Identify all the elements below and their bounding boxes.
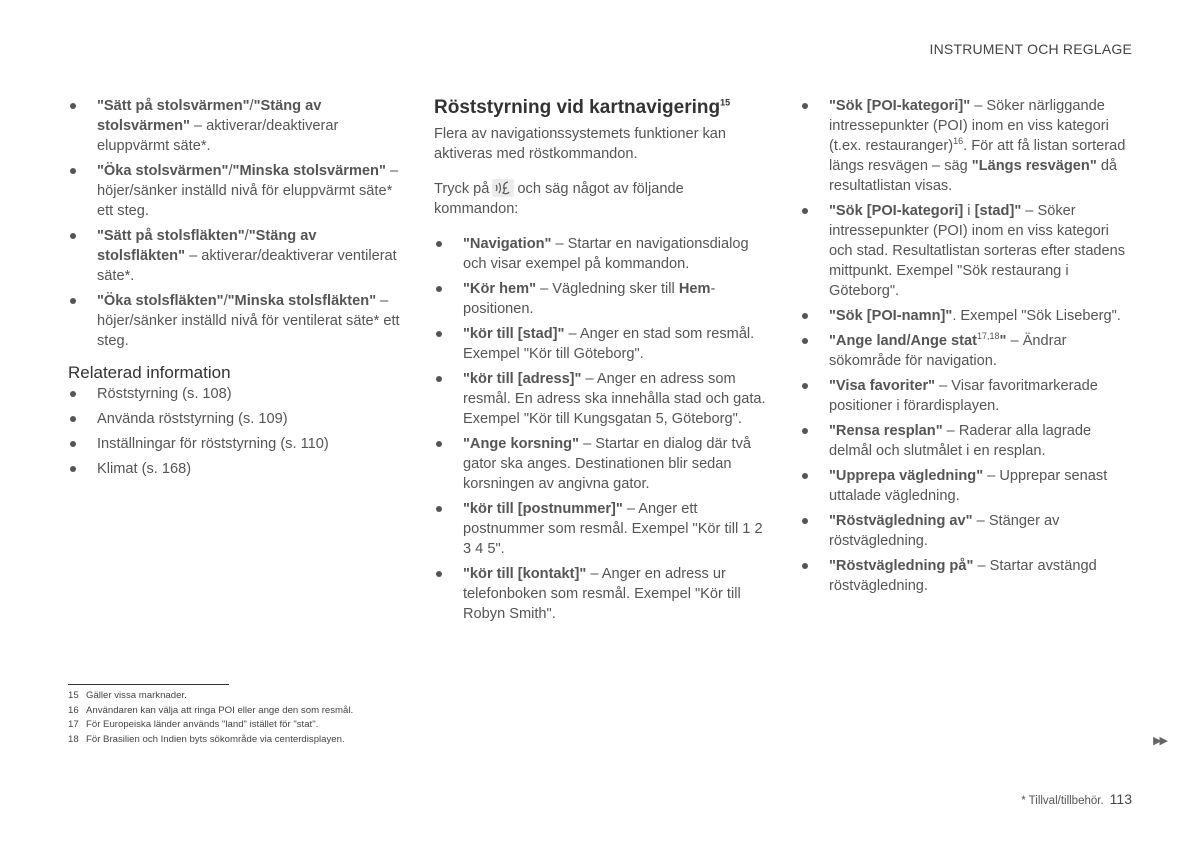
footnote-ref: 16	[953, 136, 964, 147]
command-desc: – Anger en adress som resmål. En adress ska innehålla stad och gata. Exempel "Kör till Kungsgatan 5, Göteborg".	[463, 371, 766, 427]
command-text: "Öka stolsvärmen"	[97, 163, 229, 179]
command-text: "Sätt på stolsvärmen"	[97, 98, 250, 114]
command-text: "Sök [POI-kategori]	[829, 203, 964, 219]
command-text: "Röstvägledning av"	[829, 513, 973, 529]
footnote-text: Användaren kan välja att ringa POI eller ange den som resmål.	[86, 704, 354, 716]
command-text: [stad]"	[974, 203, 1022, 219]
command-text: "Stäng av stolsfläkten"	[97, 228, 317, 264]
poi-command-list	[800, 96, 1132, 596]
list-item	[800, 201, 1132, 301]
related-link[interactable]: Inställningar för röststyrning (s. 110)	[68, 434, 400, 454]
list-item	[800, 96, 1132, 196]
instruction-text	[434, 179, 766, 219]
command-text: "Ange korsning"	[463, 436, 580, 452]
footnotes	[68, 689, 353, 747]
section-heading	[434, 96, 766, 120]
command-desc: . Exempel "Sök Liseberg".	[952, 308, 1121, 324]
footnote-text: För Europeiska länder används "land" istället för "stat".	[86, 719, 319, 730]
list-item	[434, 434, 766, 494]
command-text: "Minska stolsvärmen"	[232, 163, 386, 179]
command-desc: – Ändrar sökområde för navigation.	[829, 333, 1067, 369]
command-text: "kör till [adress]"	[463, 371, 582, 387]
separator: /	[249, 98, 254, 114]
list-item	[68, 161, 400, 221]
column-3	[800, 96, 1132, 601]
command-desc: – Anger en adress ur telefonboken som resmål. Exempel "Kör till Robyn Smith".	[463, 566, 741, 622]
footnote-text: Gäller vissa marknader.	[86, 690, 187, 701]
command-text: "Upprepa vägledning"	[829, 468, 984, 484]
list-item	[800, 331, 1132, 371]
seat-command-list	[68, 96, 400, 351]
command-text: "Sök [POI-namn]"	[829, 308, 953, 324]
separator: /	[244, 228, 249, 244]
command-desc: – Söker intressepunkter (POI) inom en viss kategori och stad. Resultatlistan sorteras efter stadens mittpunkt. Exempel "Sök restaurang i Göteborg".	[829, 203, 1126, 299]
command-text: "kör till [postnummer]"	[463, 501, 623, 517]
command-desc: – Startar avstängd röstvägledning.	[829, 558, 1097, 594]
list-item	[434, 499, 766, 559]
command-desc: – Vägledning sker till	[536, 281, 679, 297]
command-desc: – Startar en navigationsdialog och visar exempel på kommandon.	[463, 236, 749, 272]
command-text: "Ange land/Ange stat	[829, 333, 978, 349]
command-desc: – aktiverar/deaktiverar ventilerat säte*.	[97, 248, 397, 284]
command-desc: – Visar favoritmarkerade positioner i förardisplayen.	[829, 378, 1098, 414]
heading-text: Röststyrning vid kartnavigering	[434, 97, 721, 118]
command-desc: . För att få listan sorterad längs resvägen – säg	[829, 138, 1126, 174]
list-item	[434, 279, 766, 319]
command-desc: – Söker närliggande intressepunkter (POI) inom en viss kategori (t.ex. restauranger)	[829, 98, 1109, 154]
footnote-number: 16	[68, 704, 79, 716]
command-text: "Navigation"	[463, 236, 552, 252]
footnote-text: För Brasilien och Indien byts sökområde via centerdisplayen.	[86, 733, 345, 745]
command-text: "Öka stolsfläkten"	[97, 293, 224, 309]
footnote-number: 17	[68, 719, 79, 730]
related-link[interactable]: Klimat (s. 168)	[68, 459, 400, 479]
next-page-icon[interactable]: ▶▶	[1153, 735, 1166, 747]
list-item	[434, 564, 766, 624]
list-item	[68, 96, 400, 156]
command-text: "Minska stolsfläkten"	[227, 293, 377, 309]
command-desc: – aktiverar/deaktiverar eluppvärmt säte*.	[97, 118, 339, 154]
column-2	[434, 96, 766, 629]
command-text: "Visa favoriter"	[829, 378, 936, 394]
command-text: "Rensa resplan"	[829, 423, 943, 439]
command-text: "Stäng av stolsvärmen"	[97, 98, 322, 134]
command-desc: – Stänger av röstvägledning.	[829, 513, 1060, 549]
command-text: "Sätt på stolsfläkten"	[97, 228, 245, 244]
separator: /	[228, 163, 233, 179]
command-text: "Röstvägledning på"	[829, 558, 974, 574]
list-item	[68, 291, 400, 351]
command-desc: – Raderar alla lagrade delmål och slutmålet i en resplan.	[829, 423, 1092, 459]
instruction-end: och säg något av följande kommandon:	[434, 181, 684, 217]
command-desc: – Startar en dialog där två gator ska anges. Destinationen blir sedan korsningen av angivna gator.	[463, 436, 751, 492]
footnote	[68, 704, 353, 719]
accessory-note: * Tillval/tillbehör.	[1021, 795, 1104, 807]
section-header: INSTRUMENT OCH REGLAGE	[929, 41, 1132, 57]
footnote	[68, 689, 353, 704]
command-desc: då resultatlistan visas.	[829, 158, 1118, 194]
nav-command-list	[434, 234, 766, 624]
command-desc: -positionen.	[463, 281, 716, 317]
voice-control-icon	[492, 179, 514, 197]
command-text: "Längs resvägen"	[971, 158, 1097, 174]
list-item	[68, 226, 400, 286]
instruction-start: Tryck på	[434, 181, 490, 197]
separator: i	[963, 203, 975, 219]
command-desc: – höjer/sänker inställd nivå för ventilerat säte* ett steg.	[97, 293, 400, 349]
command-text: "kör till [stad]"	[463, 326, 565, 342]
command-desc: – Upprepar senast uttalade vägledning.	[829, 468, 1108, 504]
list-item	[800, 421, 1132, 461]
command-desc: – Anger ett postnummer som resmål. Exempel "Kör till 1 2 3 4 5".	[463, 501, 763, 557]
command-desc: – höjer/sänker inställd nivå för eluppvärmt säte* ett steg.	[97, 163, 399, 219]
footnote-divider	[68, 684, 229, 685]
command-text: "Sök [POI-kategori]"	[829, 98, 971, 114]
command-text: "	[999, 333, 1007, 349]
footnote-ref: 17,18	[977, 331, 1000, 342]
command-text: "kör till [kontakt]"	[463, 566, 587, 582]
list-item	[434, 369, 766, 429]
emphasis-text: Hem	[678, 281, 711, 297]
command-text: "Kör hem"	[463, 281, 537, 297]
column-1	[68, 96, 400, 484]
footnote	[68, 718, 353, 733]
related-heading: Relaterad information	[68, 363, 231, 382]
page-footer	[1021, 791, 1132, 807]
intro-text: Flera av navigationssystemets funktioner kan aktiveras med röstkommandon.	[434, 126, 727, 162]
footnote	[68, 733, 353, 748]
footnote-number: 15	[68, 690, 79, 701]
command-desc: – Anger en stad som resmål. Exempel "Kör till Göteborg".	[463, 326, 755, 362]
footnote-ref: 15	[720, 97, 731, 108]
related-link[interactable]: Använda röststyrning (s. 109)	[68, 409, 400, 429]
page-number: 113	[1109, 791, 1132, 807]
list-item	[800, 376, 1132, 416]
related-link[interactable]: Röststyrning (s. 108)	[68, 384, 400, 404]
footnote-number: 18	[68, 733, 79, 745]
list-item	[434, 324, 766, 364]
list-item	[800, 556, 1132, 596]
list-item	[800, 466, 1132, 506]
list-item	[800, 306, 1132, 326]
list-item	[800, 511, 1132, 551]
separator: /	[223, 293, 228, 309]
list-item	[434, 234, 766, 274]
related-links	[68, 384, 400, 479]
